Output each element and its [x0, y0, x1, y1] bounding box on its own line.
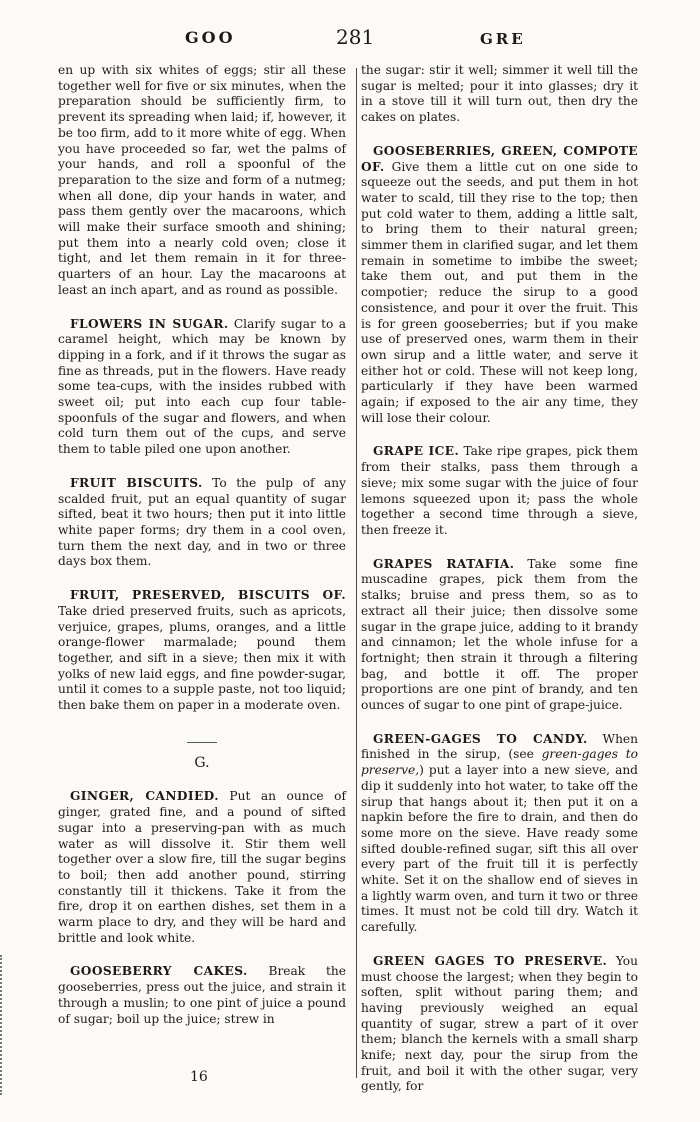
entry-gooseberries-compote [361, 144, 638, 427]
header-right-guideword: GRE [480, 30, 526, 48]
entry-text: When finished in the sirup, (see [361, 731, 638, 762]
left-column [58, 63, 346, 1045]
entry-grape-ice [361, 444, 638, 538]
entry-title: GINGER, CANDIED. [70, 789, 219, 804]
entry-title: GRAPES RATAFIA. [373, 556, 515, 571]
entry-title: GREEN-GAGES TO CANDY. [373, 731, 588, 746]
header-left-guideword: GOO [185, 28, 236, 47]
entry-text: Break the gooseberries, press out the juice, and strain it through a muslin; to one pint of juice a pound of sugar; boil up the juice; strew in [58, 964, 346, 1026]
signature-mark: 16 [190, 1069, 208, 1085]
entry-title: GREEN GAGES TO PRESERVE. [373, 953, 608, 968]
entry-title: GOOSEBERRY CAKES. [70, 964, 248, 979]
entry-green-gages-to-candy [361, 732, 638, 936]
running-header [0, 25, 700, 55]
continued-text: en up with six whites of eggs; stir all these together well for five or six minutes, when the preparation should be sufficiently firm, to prevent its spreading when laid; if, however, it be too firm, add to it more white of egg. When you have proceeded so far, wet the palms of your hands, and roll a spoonful of the preparation to the size and form of a nutmeg; when all done, dip your hands in water, and pass them gently over the macaroons, which will make their surface smooth and shining; put them into a nearly cold oven; close it tight, and let them remain in it for three-quarters of an hour. Lay the macaroons at least an inch apart, and as round as possible. [58, 63, 346, 297]
entry-text: Take dried preserved fruits, such as apricots, verjuice, grapes, plums, oranges, and a little orange-flower marmalade; pound them together, and sift in a sieve; then mix it with yolks of new laid eggs, and fine powder-sugar, until it comes to a supple paste, not too liquid; then bake them on paper in a moderate oven. [58, 603, 346, 713]
cross-reference: green-gages to preserve, [361, 747, 638, 778]
entry-text: You must choose the largest; when they begin to soften, split without paring them; and having previously weighed an equal quantity of sugar, strew a part of it over them; blanch the kernels with a small sharp knife; next day, pour the sirup from the fruit, and boil it with the other sugar, very gently, for [361, 953, 638, 1094]
continued-text: the sugar: stir it well; simmer it well till the sugar is melted; pour it into glasses; dry it in a stove till it will turn out, then dry the cakes on plates. [361, 63, 638, 125]
entry-text: Take ripe grapes, pick them from their stalks, pass them through a sieve; mix some sugar with the juice of four lemons squeezed upon it; pass the whole together a second time through a sieve, then freeze it. [361, 444, 639, 537]
entry-title: FRUIT, PRESERVED, BISCUITS OF. [70, 588, 346, 603]
page-number: 281 [336, 25, 375, 49]
entry-text: Clarify sugar to a caramel height, which may be known by dipping in a fork, and if it throws the sugar as fine as threads, put in the flowers. Have ready some tea-cups, with the insides rubbed with sweet oil; put into each cup four table-spoonfuls of the sugar and flowers, and when cold turn them out of the cups, and serve them to table piled one upon another. [58, 316, 347, 457]
entry-text: To the pulp of any scalded fruit, put an equal quantity of sugar sifted, beat it two hours; then put it into little white paper forms; dry them in a cool oven, turn them the next day, and in two or three days box them. [58, 475, 346, 569]
entry-gooseberry-cakes [58, 964, 346, 1027]
column-divider [356, 68, 357, 1078]
entry-fruit-biscuits [58, 476, 346, 570]
entry-flowers-in-sugar [58, 317, 346, 458]
entry-text: ) put a layer into a new sieve, and dip it suddenly into hot water, to take off the sirup that hangs about it; then put it on a napkin before the fire to drain, and then do some more on the sieve. Have ready some sifted double-refined sugar, sift this all over every part of the fruit till it is perfectly white. Set it on the shallow end of sieves in a lightly warm oven, and turn it two or three times. It must not be cold till dry. Watch it carefully. [361, 763, 638, 935]
margin-smudge [0, 955, 8, 1095]
entry-text: Give them a little cut on one side to squeeze out the seeds, and put them in hot water to scald, till they rise to the top; then put cold water to them, adding a little salt, to bring them to their natural green; simmer them in clarified sugar, and let them remain in sometime to imbibe the sweet; take them out, and put them in the compotier; reduce the sirup to a good consistence, and pour it over the fruit. This is for green gooseberries; but if you make use of preserved ones, warm them in their own sirup and a little water, and serve it either hot or cold. These will not keep long, particularly if they have been warmed again; if exposed to the air any time, they will lose their colour. [361, 159, 639, 425]
entry-title: FRUIT BISCUITS. [70, 475, 203, 490]
entry-grapes-ratafia [361, 557, 638, 714]
section-letter: G. [194, 754, 210, 771]
entry-title: FLOWERS IN SUGAR. [70, 316, 229, 331]
right-column [361, 63, 638, 1113]
entry-title: GOOSEBERRIES, GREEN, COMPOTE OF. [361, 143, 638, 174]
entry-ginger-candied [58, 789, 346, 946]
entry-green-gages-to-preserve [361, 954, 638, 1095]
entry-text: Put an ounce of ginger, grated fine, and a pound of sifted sugar into a preserving-pan with as much water as will dissolve it. Stir them well together over a slow fire, till the sugar begins to boil; then add another pound, stirring constantly till it thickens. Take it from the fire, drop it on earthen dishes, set them in a warm place to dry, and they will be hard and brittle and look white. [58, 789, 347, 945]
entry-text: Take some fine muscadine grapes, pick them from the stalks; bruise and press them, so as to extract all their juice; then dissolve some sugar in the grape juice, adding to it brandy and cinnamon; let the whole infuse for a fortnight; then strain it through a filtering bag, and bottle it off. The proper proportions are one pint of brandy, and ten ounces of sugar to one pint of grape-juice. [361, 556, 638, 713]
entry-title: GRAPE ICE. [373, 444, 460, 459]
ornament-rule [58, 732, 346, 740]
entry-fruit-preserved-biscuits [58, 588, 346, 714]
